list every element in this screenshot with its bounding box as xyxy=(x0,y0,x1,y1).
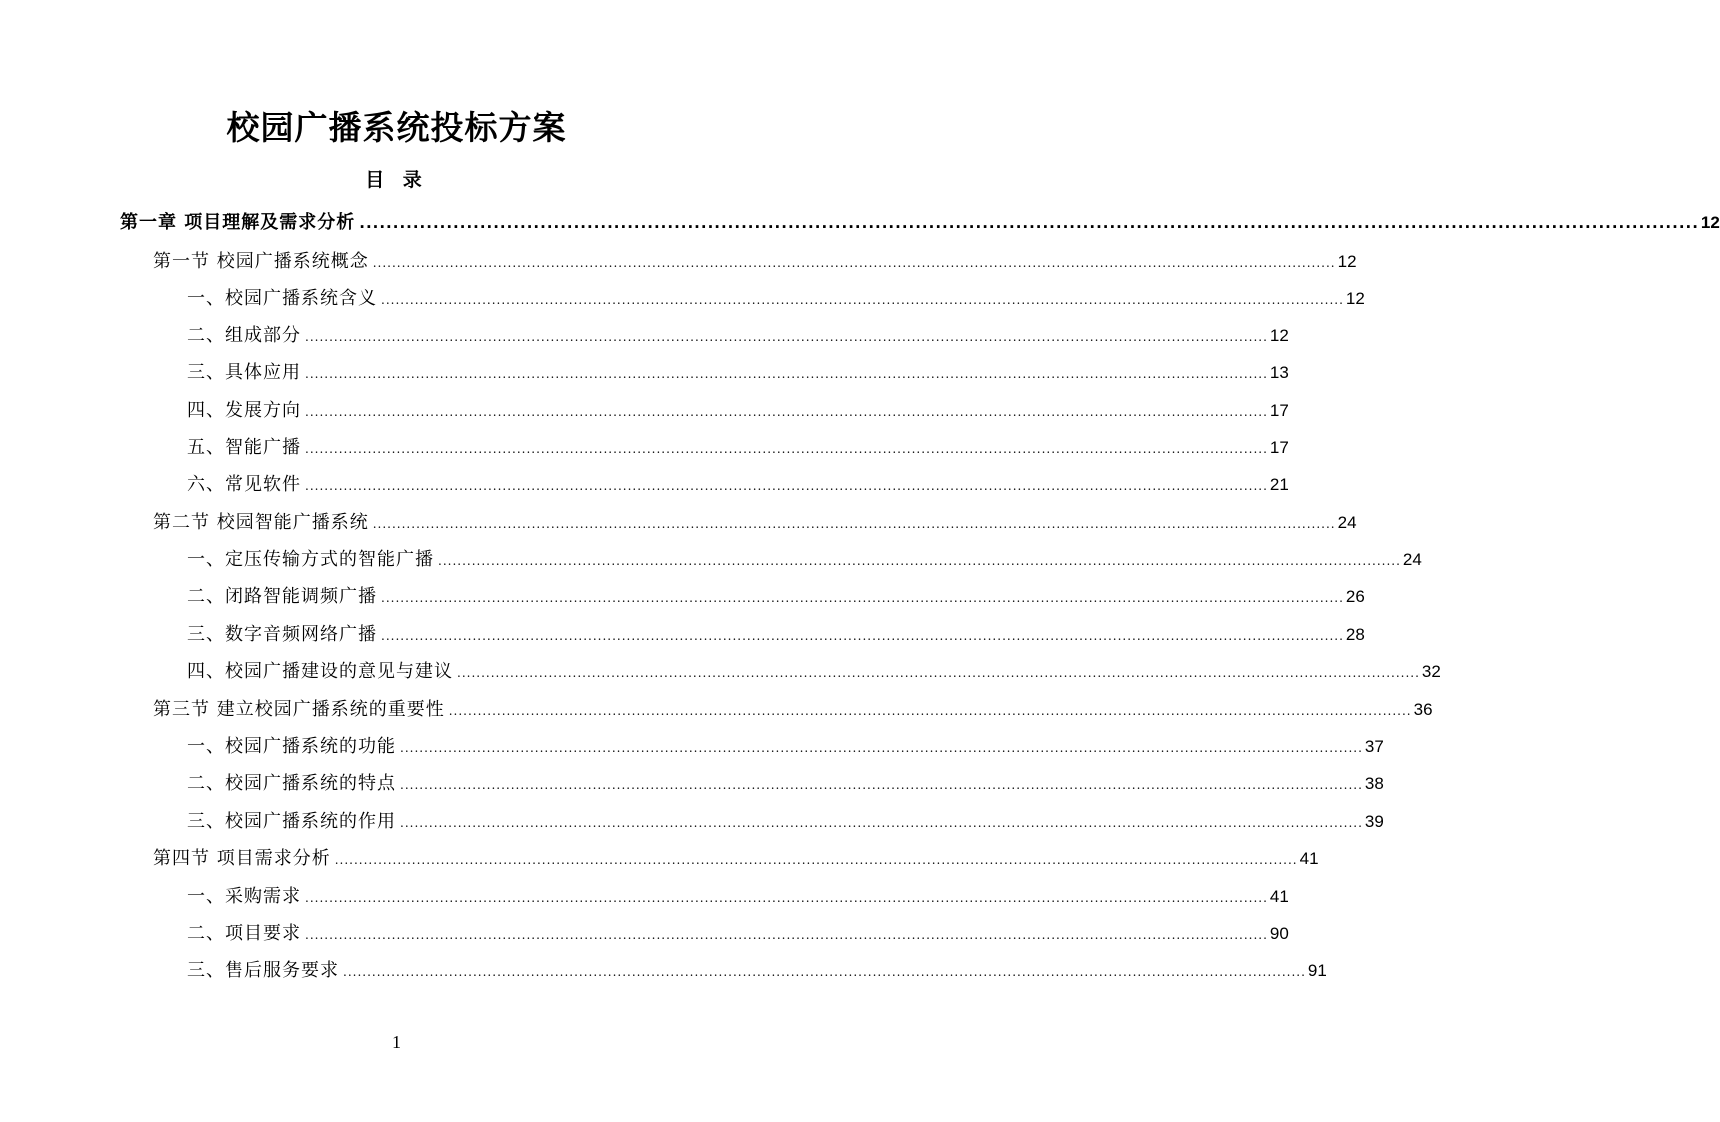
toc-entry-title: 一、校园广播系统含义 xyxy=(187,288,377,309)
toc-entry[interactable] xyxy=(187,803,1384,840)
toc-entry[interactable] xyxy=(187,728,1384,765)
toc-entry-page: 28 xyxy=(1345,625,1365,644)
toc-entry[interactable] xyxy=(187,616,1365,653)
toc-leader-dots: ........................................................................................................................................................................................................ xyxy=(438,554,1401,568)
toc-entry-title: 四、校园广播建设的意见与建议 xyxy=(187,661,453,682)
toc-entry[interactable] xyxy=(187,354,1289,391)
toc-heading: 目 录 xyxy=(365,169,428,191)
page-number: 1 xyxy=(392,1032,401,1052)
toc-entry-title: 第四节 项目需求分析 xyxy=(153,848,331,869)
toc-entry-title: 一、定压传输方式的智能广播 xyxy=(187,549,434,570)
toc-entry-title: 二、闭路智能调频广播 xyxy=(187,586,377,607)
toc-entry-page: 32 xyxy=(1421,662,1441,681)
toc-entry-title: 三、具体应用 xyxy=(187,362,301,383)
toc-leader-dots: ........................................................................................................................................................................................................ xyxy=(305,928,1268,942)
toc-entry-page: 91 xyxy=(1307,961,1327,980)
toc-entry[interactable] xyxy=(187,578,1365,615)
toc-entry-page: 36 xyxy=(1413,700,1433,719)
toc-entry-title: 六、常见软件 xyxy=(187,474,301,495)
toc-entry-title: 二、组成部分 xyxy=(187,325,301,346)
toc-entry[interactable] xyxy=(153,840,1319,877)
toc-entry-page: 17 xyxy=(1269,438,1289,457)
toc-leader-dots: ........................................................................................................................................................................................................ xyxy=(372,517,1336,531)
toc-entry[interactable] xyxy=(187,280,1365,317)
toc-entry[interactable] xyxy=(153,243,1357,280)
toc-entry[interactable] xyxy=(187,952,1327,989)
toc-entry[interactable] xyxy=(187,541,1422,578)
toc-leader-dots: ........................................................................................................................................................................................................ xyxy=(305,442,1268,456)
toc-entry-page: 21 xyxy=(1269,475,1289,494)
toc-entry[interactable] xyxy=(187,429,1289,466)
toc-entry-title: 第三节 建立校园广播系统的重要性 xyxy=(153,699,445,720)
toc-entry-title: 第二节 校园智能广播系统 xyxy=(153,512,369,533)
toc-entry-page: 24 xyxy=(1402,550,1422,569)
toc-entry[interactable] xyxy=(153,504,1357,541)
toc-entry[interactable] xyxy=(187,878,1289,915)
toc-entry-title: 五、智能广播 xyxy=(187,437,301,458)
toc-entry-page: 17 xyxy=(1269,401,1289,420)
toc-leader-dots: ........................................................................................................................................................................................................ xyxy=(359,214,1699,232)
toc-entry[interactable] xyxy=(187,915,1289,952)
toc-entry-title: 二、项目要求 xyxy=(187,923,301,944)
toc-leader-dots: ........................................................................................................................................................................................................ xyxy=(381,591,1344,605)
document-title: 校园广播系统投标方案 xyxy=(226,108,567,147)
toc-entry-page: 13 xyxy=(1269,363,1289,382)
toc-leader-dots: ........................................................................................................................................................................................................ xyxy=(343,965,1306,979)
toc-entry-page: 39 xyxy=(1364,812,1384,831)
toc-entry-page: 12 xyxy=(1337,252,1357,271)
toc-leader-dots: ........................................................................................................................................................................................................ xyxy=(448,704,1412,718)
toc-entry[interactable] xyxy=(187,653,1441,690)
toc-leader-dots: ........................................................................................................................................................................................................ xyxy=(305,405,1268,419)
toc-entry-page: 12 xyxy=(1269,326,1289,345)
toc-leader-dots: ........................................................................................................................................................................................................ xyxy=(400,778,1363,792)
toc-entry-title: 第一章 项目理解及需求分析 xyxy=(120,212,356,233)
toc-entry-title: 二、校园广播系统的特点 xyxy=(187,773,396,794)
toc-entry-title: 第一节 校园广播系统概念 xyxy=(153,251,369,272)
toc-leader-dots: ........................................................................................................................................................................................................ xyxy=(334,853,1298,867)
toc-entry-page: 41 xyxy=(1299,849,1319,868)
toc-entry-page: 12 xyxy=(1345,289,1365,308)
toc-entry-page: 12 xyxy=(1700,213,1720,232)
toc-leader-dots: ........................................................................................................................................................................................................ xyxy=(381,629,1344,643)
toc-entry[interactable] xyxy=(120,204,1720,241)
toc-entry-page: 26 xyxy=(1345,587,1365,606)
toc-leader-dots: ........................................................................................................................................................................................................ xyxy=(381,293,1344,307)
toc-entry[interactable] xyxy=(187,317,1289,354)
toc-leader-dots: ........................................................................................................................................................................................................ xyxy=(400,741,1363,755)
toc-entry-page: 41 xyxy=(1269,887,1289,906)
toc-entry-title: 三、校园广播系统的作用 xyxy=(187,811,396,832)
toc-leader-dots: ........................................................................................................................................................................................................ xyxy=(305,891,1268,905)
toc-entry-page: 24 xyxy=(1337,513,1357,532)
toc-leader-dots: ........................................................................................................................................................................................................ xyxy=(305,367,1268,381)
toc-leader-dots: ........................................................................................................................................................................................................ xyxy=(457,666,1420,680)
toc-entry-page: 90 xyxy=(1269,924,1289,943)
toc-entry-page: 37 xyxy=(1364,737,1384,756)
toc-entry-page: 38 xyxy=(1364,774,1384,793)
toc-entry-title: 三、售后服务要求 xyxy=(187,960,339,981)
toc-entry-title: 一、采购需求 xyxy=(187,886,301,907)
toc-entry[interactable] xyxy=(187,466,1289,503)
toc-entry-title: 一、校园广播系统的功能 xyxy=(187,736,396,757)
toc-leader-dots: ........................................................................................................................................................................................................ xyxy=(372,256,1336,270)
toc-leader-dots: ........................................................................................................................................................................................................ xyxy=(400,816,1363,830)
toc-entry-title: 四、发展方向 xyxy=(187,400,301,421)
toc-leader-dots: ........................................................................................................................................................................................................ xyxy=(305,330,1268,344)
toc-entry-title: 三、数字音频网络广播 xyxy=(187,624,377,645)
toc-entry[interactable] xyxy=(187,765,1384,802)
toc-entry[interactable] xyxy=(187,392,1289,429)
toc-entry[interactable] xyxy=(153,691,1433,728)
toc-leader-dots: ........................................................................................................................................................................................................ xyxy=(305,479,1268,493)
